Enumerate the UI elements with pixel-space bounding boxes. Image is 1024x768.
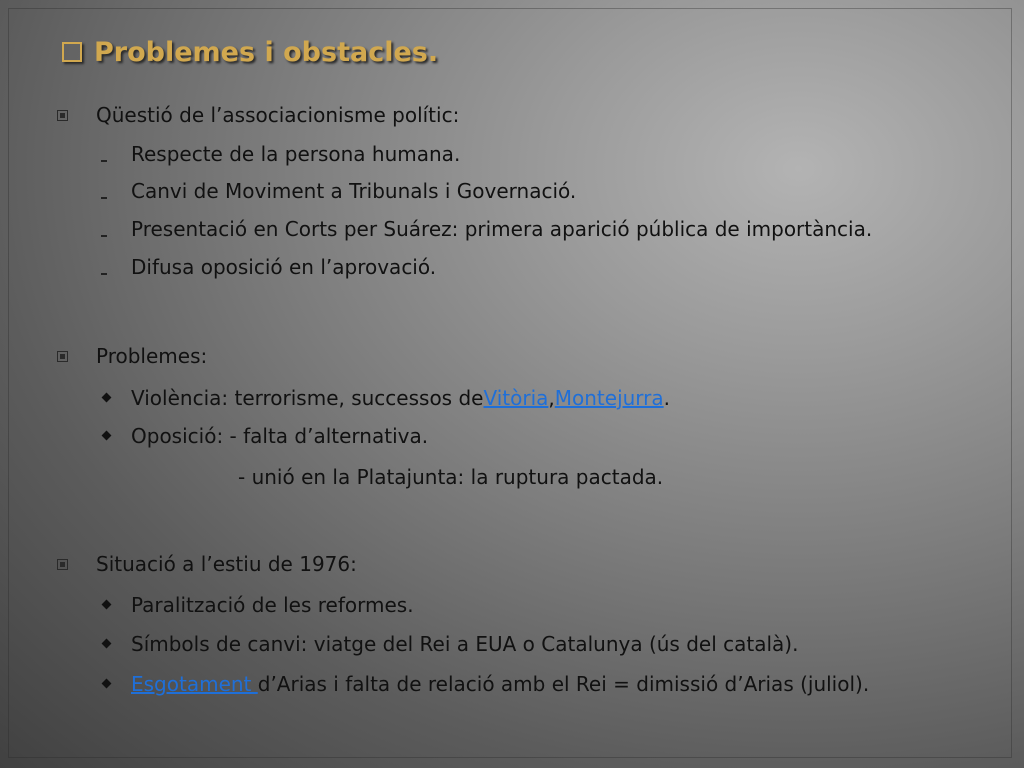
- list-item: Difusa oposició en l’aprovació.: [131, 255, 437, 279]
- violence-suffix: .: [663, 386, 671, 410]
- list-item: Símbols de canvi: viatge del Rei a EUA o Catalunya (ús del català).: [131, 632, 799, 656]
- diamond-bullet-icon: [102, 431, 112, 441]
- list-item-esgotament: [131, 669, 869, 699]
- esgotament-rest: d’Arias i falta de relació amb el Rei = dimissió d’Arias (juliol).: [257, 672, 870, 696]
- square-bullet-icon: [57, 351, 68, 362]
- diamond-bullet-icon: [102, 639, 112, 649]
- link-esgotament[interactable]: Esgotament: [131, 672, 258, 696]
- section2-heading: Problemes:: [96, 344, 208, 368]
- diamond-bullet-icon: [102, 679, 112, 689]
- diamond-bullet-icon: [102, 600, 112, 610]
- link-vitoria[interactable]: Vitòria: [483, 386, 549, 410]
- violence-prefix: Violència: terrorisme, successos de: [131, 386, 484, 410]
- square-bullet-icon: [57, 110, 68, 121]
- dash-bullet-icon: [101, 160, 107, 162]
- list-item: Paralització de les reformes.: [131, 593, 414, 617]
- square-bullet-icon: [57, 559, 68, 570]
- list-item-continuation: - unió en la Platajunta: la ruptura pactada.: [238, 465, 664, 489]
- list-item-violence: [131, 383, 670, 413]
- slide-title-text: Problemes i obstacles.: [94, 36, 439, 68]
- violence-separator: ,: [548, 386, 555, 410]
- diamond-bullet-icon: [102, 393, 112, 403]
- dash-bullet-icon: [101, 197, 107, 199]
- list-item: Oposició: - falta d’alternativa.: [131, 424, 429, 448]
- list-item: Respecte de la persona humana.: [131, 142, 461, 166]
- link-montejurra[interactable]: Montejurra: [554, 386, 664, 410]
- section3-heading: Situació a l’estiu de 1976:: [96, 552, 357, 576]
- list-item: Presentació en Corts per Suárez: primera aparició pública de importància.: [131, 217, 873, 241]
- dash-bullet-icon: [101, 235, 107, 237]
- list-item: Canvi de Moviment a Tribunals i Governació.: [131, 179, 577, 203]
- section1-heading: Qüestió de l’associacionisme polític:: [96, 103, 460, 127]
- dash-bullet-icon: [101, 273, 107, 275]
